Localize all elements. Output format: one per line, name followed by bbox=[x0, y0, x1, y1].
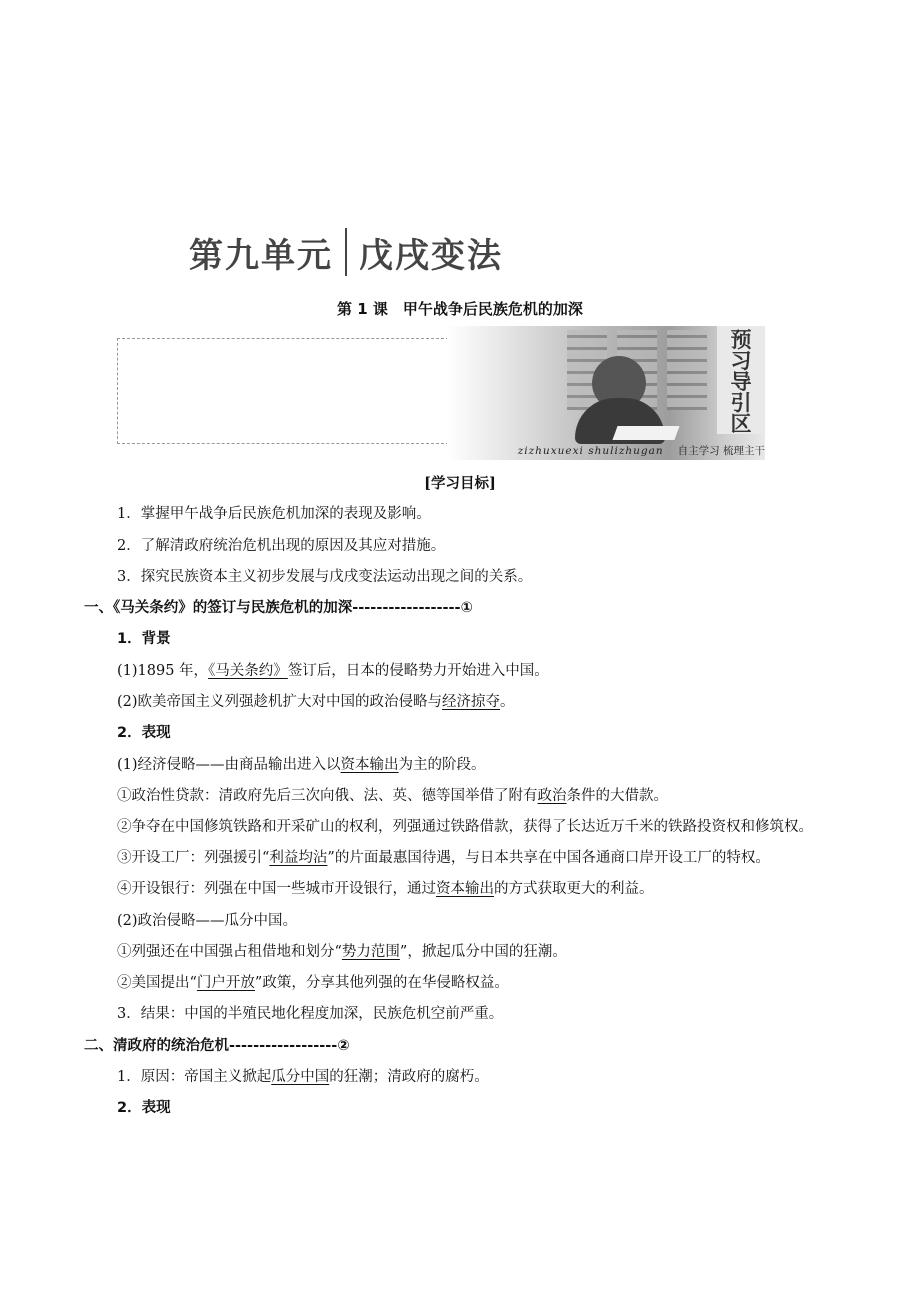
bookshelf-graphic bbox=[667, 330, 707, 410]
paragraph: (2)政治侵略——瓜分中国。 bbox=[117, 912, 298, 929]
caption-chinese: 自主学习 梳理主干 bbox=[677, 445, 765, 457]
fill-answer: 势力范围 bbox=[341, 943, 400, 960]
tag-char: 导 bbox=[730, 370, 752, 394]
subheading: 2．表现 bbox=[117, 1100, 171, 1117]
banner-caption bbox=[518, 443, 765, 458]
goals-heading: [学习目标] bbox=[424, 475, 496, 492]
paragraph: 3．结果：中国的半殖民地化程度加深，民族危机空前严重。 bbox=[117, 1006, 504, 1023]
section-heading: 一、《马关条约》的签订与民族危机的加深------------------① bbox=[84, 600, 473, 617]
paragraph: ③开设工厂：列强援引“利益均沾”的片面最惠国待遇，与日本共享在中国各通商口岸开设工厂的特权。 bbox=[117, 850, 770, 867]
book-graphic bbox=[612, 426, 679, 440]
preview-tag bbox=[717, 326, 765, 434]
paragraph: (1)1895 年，《马关条约》签订后，日本的侵略势力开始进入中国。 bbox=[117, 662, 549, 679]
fill-answer: 资本输出 bbox=[340, 756, 399, 773]
tag-char: 引 bbox=[730, 391, 752, 415]
preview-banner bbox=[117, 326, 765, 460]
paragraph: ①政治性贷款：清政府先后三次向俄、法、英、德等国举借了附有政治条件的大借款。 bbox=[117, 787, 668, 804]
paragraph: ②争夺在中国修筑铁路和开采矿山的权利，列强通过铁路借款，获得了长达近万千米的铁路投资权和修筑权。 bbox=[117, 819, 813, 836]
tag-char: 预 bbox=[730, 328, 752, 352]
subheading: 2．表现 bbox=[117, 725, 171, 742]
paragraph: 1．原因：帝国主义掀起瓜分中国的狂潮；清政府的腐朽。 bbox=[117, 1069, 489, 1086]
lesson-content bbox=[84, 468, 836, 1125]
fill-answer: 资本输出 bbox=[436, 881, 494, 898]
goal-item: 2．了解清政府统治危机出现的原因及其应对措施。 bbox=[117, 537, 446, 554]
caption-pinyin: zizhuxuexi shulizhugan bbox=[517, 445, 664, 457]
banner-dashed-box bbox=[117, 338, 449, 444]
subheading: 1．背景 bbox=[117, 631, 171, 648]
title-divider bbox=[345, 228, 347, 276]
unit-topic: 戊戌变法 bbox=[359, 235, 503, 276]
fill-answer: 利益均沾 bbox=[269, 850, 328, 867]
paragraph: ①列强还在中国强占租借地和划分“势力范围”，掀起瓜分中国的狂潮。 bbox=[117, 943, 567, 960]
fill-answer: 瓜分中国 bbox=[271, 1069, 330, 1086]
paragraph: ④开设银行：列强在中国一些城市开设银行，通过资本输出的方式获取更大的利益。 bbox=[117, 881, 654, 898]
tag-char: 区 bbox=[730, 412, 752, 436]
fill-answer: 政治 bbox=[537, 787, 567, 804]
unit-number: 第九单元 bbox=[189, 235, 333, 276]
paragraph: ②美国提出“门户开放”政策，分享其他列强的在华侵略权益。 bbox=[117, 975, 509, 992]
section-heading: 二、清政府的统治危机------------------② bbox=[84, 1037, 350, 1054]
fill-answer: 经济掠夺 bbox=[442, 694, 501, 711]
fill-answer: 门户开放 bbox=[196, 975, 255, 992]
lesson-title: 第 1 课 甲午战争后民族危机的加深 bbox=[337, 300, 583, 318]
fill-answer: 《马关条约》 bbox=[208, 662, 288, 679]
goal-item: 3．探究民族资本主义初步发展与戊戌变法运动出现之间的关系。 bbox=[117, 568, 533, 585]
paragraph: (1)经济侵略——由商品输出进入以资本输出为主的阶段。 bbox=[117, 756, 486, 773]
unit-title bbox=[189, 226, 503, 278]
goal-item: 1．掌握甲午战争后民族危机加深的表现及影响。 bbox=[117, 506, 431, 523]
paragraph: (2)欧美帝国主义列强趁机扩大对中国的政治侵略与经济掠夺。 bbox=[117, 694, 515, 711]
tag-char: 习 bbox=[730, 349, 752, 373]
